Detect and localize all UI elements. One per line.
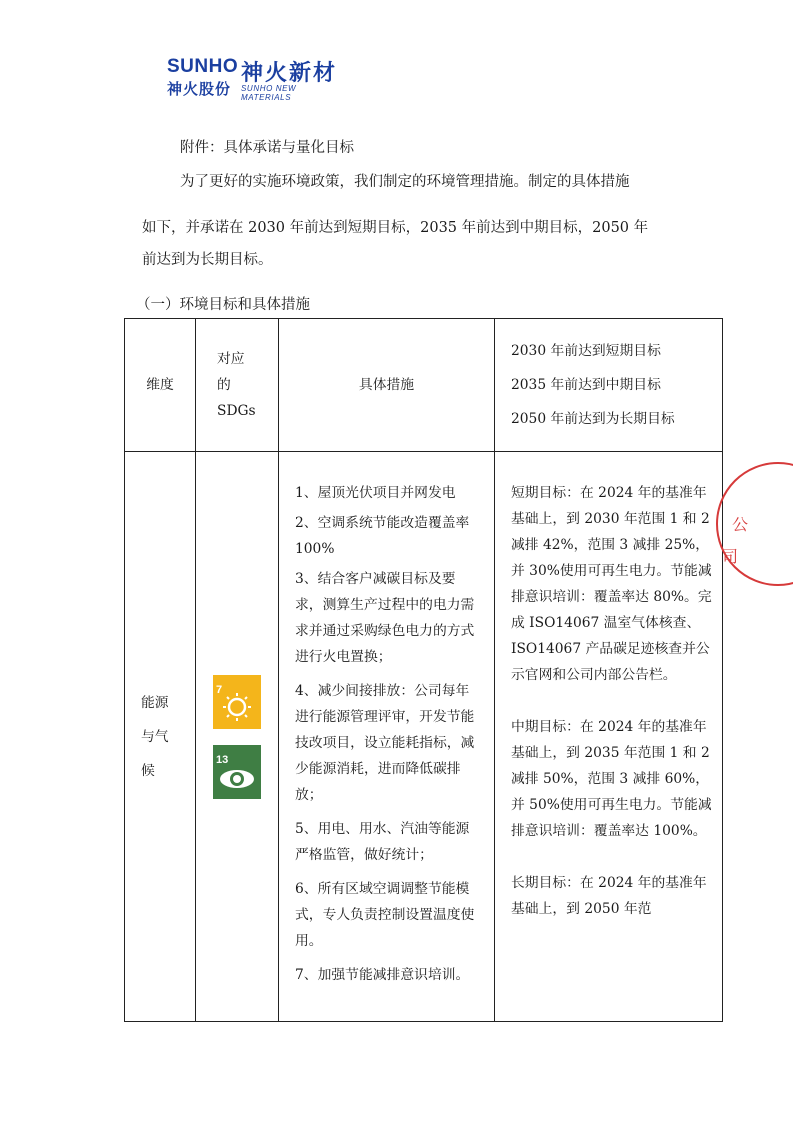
target-long: 长期目标：在 2024 年的基准年基础上，到 2050 年范 <box>511 875 707 917</box>
header-sdgs <box>196 319 279 452</box>
logo-brand-cn: 神火新材 <box>241 61 338 86</box>
logo-brand-en: SUNHO NEW MATERIALS <box>241 84 297 102</box>
target-mid: 中期目标：在 2024 年的基准年基础上，到 2035 年范围 1 和 2 减排 50%，范围 3 减排 60%，并 50%使用可再生电力。节能减排意识培训：覆盖率达 100%。 <box>511 719 712 839</box>
dimension-text: 能源与气候 <box>141 694 169 779</box>
company-logo <box>167 56 347 100</box>
intro-line-3: 前达到为长期目标。 <box>142 252 273 268</box>
intro-line-2: 如下，并承诺在 2030 年前达到短期目标，2035 年前达到中期目标，2050 年 <box>142 220 649 236</box>
measure-item: 1、屋顶光伏项目并网发电 <box>295 485 456 501</box>
header-dimension: 维度 <box>125 319 196 452</box>
header-measures: 具体措施 <box>279 319 495 452</box>
measure-item: 6、所有区域空调调整节能模式，专人负责控制设置温度使用。 <box>295 881 475 949</box>
measure-item: 5、用电、用水、汽油等能源严格监管，做好统计； <box>295 821 470 863</box>
row-targets <box>495 452 723 1022</box>
company-seal-stamp <box>716 462 793 586</box>
sdg13-number: 13 <box>216 753 229 766</box>
table-row <box>125 452 723 1022</box>
table-header-row <box>125 319 723 452</box>
measure-item: 2、空调系统节能改造覆盖率 100% <box>295 515 470 557</box>
header-target-short: 2030 年前达到短期目标 <box>511 343 661 359</box>
row-dimension <box>125 452 196 1022</box>
sdg7-number: 7 <box>216 683 223 696</box>
measure-item: 7、加强节能减排意识培训。 <box>295 967 470 983</box>
sdg7-icon <box>213 675 261 729</box>
appendix-title: 附件：具体承诺与量化目标 <box>180 140 354 156</box>
logo-english: SUNHO <box>167 56 239 77</box>
header-target-mid: 2035 年前达到中期目标 <box>511 377 661 393</box>
intro-line-1: 为了更好的实施环境政策，我们制定的环境管理措施。制定的具体措施 <box>180 174 630 190</box>
sdg13-icon <box>213 745 261 799</box>
header-targets <box>495 319 723 452</box>
stamp-char: 司 <box>722 547 739 566</box>
section-heading: （一）环境目标和具体措施 <box>136 297 310 313</box>
row-measures <box>279 452 495 1022</box>
logo-company-cn: 神火股份 <box>167 80 232 98</box>
environment-targets-table <box>124 318 723 1022</box>
measure-item: 3、结合客户减碳目标及要求，测算生产过程中的电力需求并通过采购绿色电力的方式进行火电置换； <box>295 571 475 665</box>
header-target-long: 2050 年前达到为长期目标 <box>511 411 675 427</box>
row-sdg-icons <box>196 452 279 1022</box>
target-short: 短期目标：在 2024 年的基准年基础上，到 2030 年范围 1 和 2 减排 42%，范围 3 减排 25%，并 30%使用可再生电力。节能减排意识培训：覆盖率达 80%。完成 ISO14067 温室气体核查、ISO14067 产品碳足迹核查并公示官网和公司内部公告栏。 <box>511 485 712 683</box>
measure-item: 4、减少间接排放：公司每年进行能源管理评审，开发节能技改项目，设立能耗指标，减少能源消耗，进而降低碳排放； <box>295 683 475 803</box>
stamp-char: 公 <box>732 515 749 534</box>
header-sdgs-text: 对应的 SDGs <box>217 351 256 419</box>
